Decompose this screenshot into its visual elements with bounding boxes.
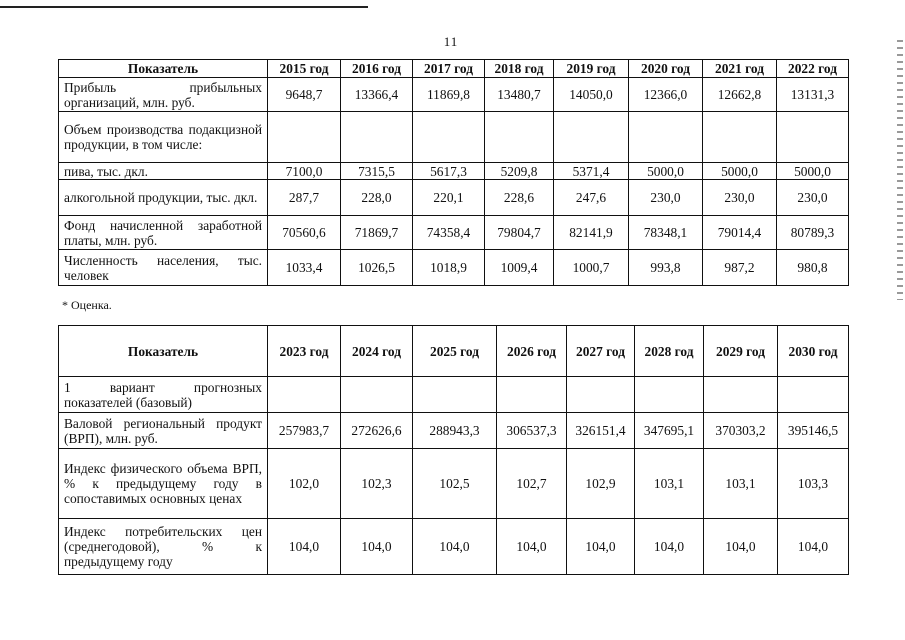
table-row [59,180,849,216]
table-cell: 257983,7 [268,413,341,449]
row-label: Прибыль прибыльных организаций, млн. руб. [59,78,268,112]
table-cell [635,377,704,413]
table-cell: 288943,3 [413,413,497,449]
table-row [59,413,849,449]
table-cell: 104,0 [635,519,704,575]
table-cell [268,112,341,163]
table-cell: 993,8 [629,250,703,286]
row-label: Объем производства подакцизной продукции, в том числе: [59,112,268,163]
column-header: Показатель [59,60,268,78]
column-header: 2026 год [497,326,567,377]
table-cell: 12366,0 [629,78,703,112]
column-header: 2024 год [341,326,413,377]
table-cell: 14050,0 [554,78,629,112]
column-header: 2023 год [268,326,341,377]
table-row [59,112,849,163]
row-label: Индекс физического объема ВРП, % к предыдущему году в сопоставимых основных ценах [59,449,268,519]
table-cell: 228,0 [341,180,413,216]
table-header-row [59,326,849,377]
table-cell: 287,7 [268,180,341,216]
table-cell: 104,0 [413,519,497,575]
table-cell: 102,9 [567,449,635,519]
top-rule [0,6,368,8]
table-cell: 230,0 [777,180,849,216]
table-cell [485,112,554,163]
table-cell: 104,0 [567,519,635,575]
row-label: Численность населения, тыс. человек [59,250,268,286]
table-cell [268,377,341,413]
table-cell: 228,6 [485,180,554,216]
column-header: 2029 год [704,326,778,377]
table-cell: 104,0 [268,519,341,575]
table-cell: 1026,5 [341,250,413,286]
table-row [59,250,849,286]
table-cell [554,112,629,163]
table-header-row [59,60,849,78]
table-row [59,216,849,250]
page-number: 11 [443,34,459,49]
table-cell: 370303,2 [704,413,778,449]
table-cell [629,112,703,163]
table-cell: 7100,0 [268,163,341,180]
table-row [59,78,849,112]
table-cell: 395146,5 [778,413,849,449]
table-cell: 5000,0 [629,163,703,180]
table-row [59,163,849,180]
table-cell: 980,8 [777,250,849,286]
table-cell [567,377,635,413]
table-cell: 79804,7 [485,216,554,250]
row-label: Валовой региональный продукт (ВРП), млн. руб. [59,413,268,449]
table-cell: 13366,4 [341,78,413,112]
table-cell: 5371,4 [554,163,629,180]
table-cell [778,377,849,413]
table-cell: 1033,4 [268,250,341,286]
table-cell: 104,0 [497,519,567,575]
column-header: 2016 год [341,60,413,78]
margin-marks [897,40,903,300]
column-header: 2018 год [485,60,554,78]
column-header: 2030 год [778,326,849,377]
table-cell: 13480,7 [485,78,554,112]
row-label: Индекс потребительских цен (среднегодовой), % к предыдущему году [59,519,268,575]
table-cell: 230,0 [629,180,703,216]
column-header: 2015 год [268,60,341,78]
table-cell: 74358,4 [413,216,485,250]
table-row [59,519,849,575]
forecast-table-2023-2030 [58,325,849,575]
table-cell: 103,1 [635,449,704,519]
table-row [59,449,849,519]
table-cell: 9648,7 [268,78,341,112]
table-cell [497,377,567,413]
column-header: 2027 год [567,326,635,377]
table-cell: 5209,8 [485,163,554,180]
column-header: 2022 год [777,60,849,78]
table-cell: 80789,3 [777,216,849,250]
table-cell: 103,1 [704,449,778,519]
table-cell: 102,5 [413,449,497,519]
table-cell: 306537,3 [497,413,567,449]
table-cell: 104,0 [778,519,849,575]
column-header: Показатель [59,326,268,377]
table-cell: 5000,0 [777,163,849,180]
column-header: 2021 год [703,60,777,78]
table-cell [703,112,777,163]
table-cell: 347695,1 [635,413,704,449]
table-cell: 247,6 [554,180,629,216]
table-cell: 5617,3 [413,163,485,180]
table-cell [413,112,485,163]
table-cell: 1009,4 [485,250,554,286]
column-header: 2025 год [413,326,497,377]
table-cell: 71869,7 [341,216,413,250]
table-cell: 78348,1 [629,216,703,250]
table-cell: 82141,9 [554,216,629,250]
row-label: 1 вариант прогнозных показателей (базовый) [59,377,268,413]
table-cell [777,112,849,163]
column-header: 2028 год [635,326,704,377]
table-cell [341,112,413,163]
table-cell: 102,7 [497,449,567,519]
table-cell: 104,0 [704,519,778,575]
table-cell: 5000,0 [703,163,777,180]
table-cell: 103,3 [778,449,849,519]
column-header: 2020 год [629,60,703,78]
column-header: 2019 год [554,60,629,78]
indicators-table-2015-2022 [58,59,849,286]
table-cell: 13131,3 [777,78,849,112]
table-cell [413,377,497,413]
table-row [59,377,849,413]
table-cell: 70560,6 [268,216,341,250]
table-cell: 220,1 [413,180,485,216]
table-cell: 11869,8 [413,78,485,112]
row-label: алкогольной продукции, тыс. дкл. [59,180,268,216]
table-cell: 79014,4 [703,216,777,250]
table-cell: 326151,4 [567,413,635,449]
table-cell: 12662,8 [703,78,777,112]
table-cell: 987,2 [703,250,777,286]
footnote: * Оценка. [62,298,112,312]
table-cell: 102,3 [341,449,413,519]
row-label: пива, тыс. дкл. [59,163,268,180]
table-cell [341,377,413,413]
table-cell: 7315,5 [341,163,413,180]
column-header: 2017 год [413,60,485,78]
table-cell: 272626,6 [341,413,413,449]
table-cell: 102,0 [268,449,341,519]
table-cell: 230,0 [703,180,777,216]
row-label: Фонд начисленной заработной платы, млн. руб. [59,216,268,250]
table-cell: 1000,7 [554,250,629,286]
table-cell [704,377,778,413]
table-cell: 1018,9 [413,250,485,286]
table-cell: 104,0 [341,519,413,575]
